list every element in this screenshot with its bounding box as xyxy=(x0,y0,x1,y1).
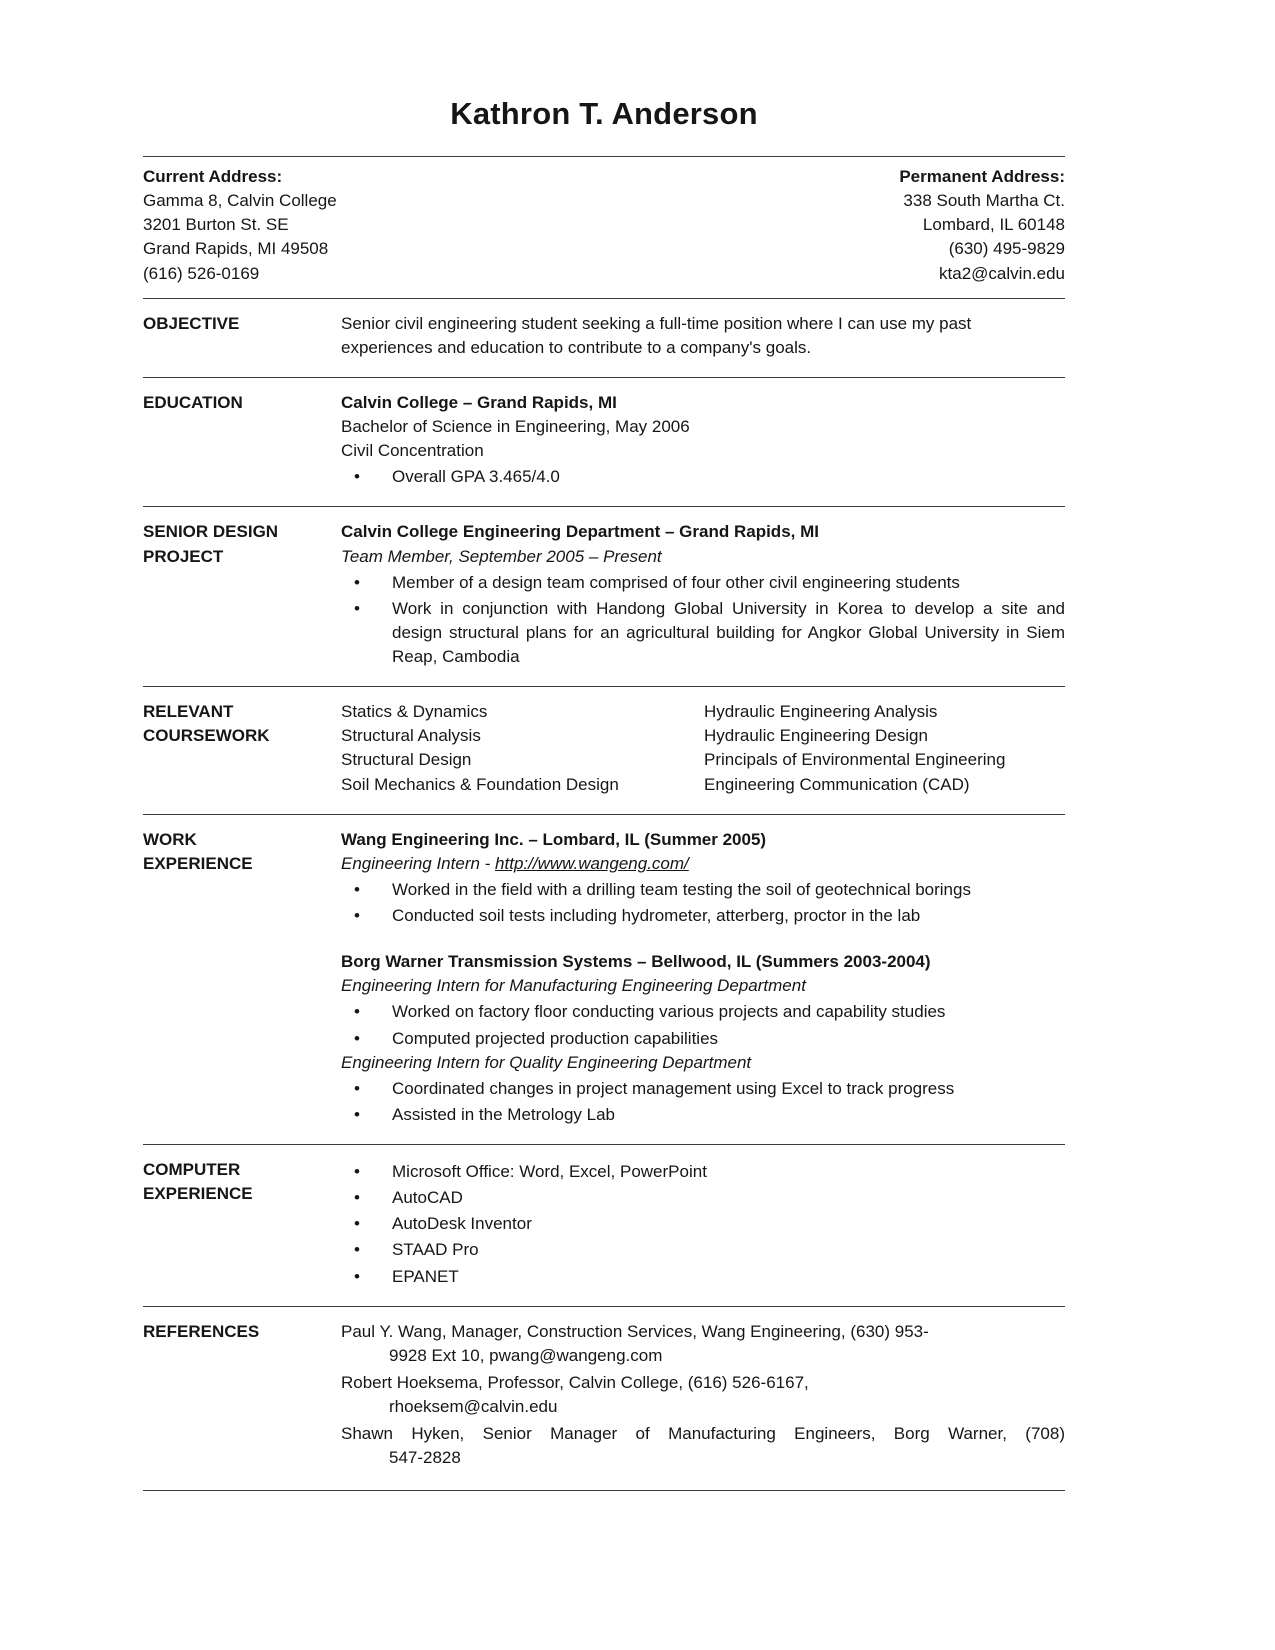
job-bullet-text: Worked on factory floor conducting various projects and capability studies xyxy=(392,1002,946,1022)
current-address-line: 3201 Burton St. SE xyxy=(143,215,289,235)
divider-bottom xyxy=(143,1490,1065,1491)
objective-content xyxy=(341,312,1065,360)
reference-item xyxy=(341,1422,1065,1470)
job-title: Borg Warner Transmission Systems – Bellwood, IL (Summers 2003-2004) xyxy=(341,952,931,972)
references-content xyxy=(341,1320,1065,1474)
course-item: Hydraulic Engineering Design xyxy=(704,726,928,746)
list-item xyxy=(341,1186,1065,1210)
section-label-coursework xyxy=(143,700,341,797)
education-school: Calvin College – Grand Rapids, MI xyxy=(341,392,617,412)
senior-design-content xyxy=(341,520,1065,669)
list-item xyxy=(341,1265,1065,1289)
computer-content xyxy=(341,1158,1065,1289)
list-item xyxy=(341,878,1065,902)
bullet-icon: • xyxy=(354,1214,360,1234)
bullet-icon: • xyxy=(354,1188,360,1208)
permanent-address xyxy=(899,165,1065,286)
senior-design-role: Team Member, September 2005 – Present xyxy=(341,546,662,566)
section-label-objective xyxy=(143,312,341,360)
section-senior-design-project xyxy=(143,507,1065,686)
course-item: Hydraulic Engineering Analysis xyxy=(704,702,938,722)
list-item xyxy=(341,597,1065,669)
job-role: Engineering Intern for Manufacturing Engineering Department xyxy=(341,976,806,996)
senior-design-bullet-text: Work in conjunction with Handong Global University in Korea to develop a site and design structural plans for an agricultural building for Angkor Global University in Siem Reap, Cambodia xyxy=(392,598,1065,667)
section-label-work xyxy=(143,828,341,1127)
bullet-icon: • xyxy=(354,1028,360,1048)
section-work-experience xyxy=(143,815,1065,1144)
course-item: Statics & Dynamics xyxy=(341,702,488,722)
reference-item xyxy=(341,1371,1065,1419)
list-item xyxy=(341,465,1065,489)
section-label-text: COURSEWORK xyxy=(143,726,270,746)
address-block xyxy=(143,157,1065,298)
permanent-address-line: (630) 495-9829 xyxy=(948,239,1065,259)
bullet-icon: • xyxy=(354,572,360,592)
job-role: Engineering Intern - xyxy=(341,853,496,873)
computer-bullet-text: Microsoft Office: Word, Excel, PowerPoint xyxy=(392,1162,707,1182)
bullet-icon: • xyxy=(354,1240,360,1260)
section-references xyxy=(143,1307,1065,1491)
section-label-education xyxy=(143,391,341,490)
section-label-text: EXPERIENCE xyxy=(143,1184,253,1204)
course-item: Principals of Environmental Engineering xyxy=(704,750,1006,770)
job-role: Engineering Intern for Quality Engineering Department xyxy=(341,1052,752,1072)
education-degree: Bachelor of Science in Engineering, May 2006 xyxy=(341,417,690,437)
objective-text: Senior civil engineering student seeking a full-time position where I can use my past experiences and education to contribute to a company's goals. xyxy=(341,313,972,357)
education-bullet-text: Overall GPA 3.465/4.0 xyxy=(392,467,560,487)
permanent-address-line: 338 South Martha Ct. xyxy=(903,191,1065,211)
bullet-icon: • xyxy=(354,1266,360,1286)
course-item: Engineering Communication (CAD) xyxy=(704,774,970,794)
section-label-text: RELEVANT xyxy=(143,702,234,722)
education-content xyxy=(341,391,1065,490)
course-item: Soil Mechanics & Foundation Design xyxy=(341,774,619,794)
reference-line: rhoeksem@calvin.edu xyxy=(389,1397,558,1417)
list-item xyxy=(341,1027,1065,1051)
education-concentration: Civil Concentration xyxy=(341,441,484,461)
section-label-text: COMPUTER xyxy=(143,1160,241,1180)
section-label-text: PROJECT xyxy=(143,546,224,566)
list-item xyxy=(341,1160,1065,1184)
section-label-text: EXPERIENCE xyxy=(143,853,253,873)
job-wang-engineering xyxy=(341,828,1065,929)
bullet-icon: • xyxy=(354,1104,360,1124)
reference-line: Paul Y. Wang, Manager, Construction Services, Wang Engineering, (630) 953- xyxy=(341,1321,929,1341)
bullet-icon: • xyxy=(354,1002,360,1022)
section-label-text: OBJECTIVE xyxy=(143,313,240,333)
computer-bullet-text: AutoDesk Inventor xyxy=(392,1214,532,1234)
reference-line: 547-2828 xyxy=(389,1448,461,1468)
computer-bullet-text: STAAD Pro xyxy=(392,1240,479,1260)
list-item xyxy=(341,1212,1065,1236)
coursework-content xyxy=(341,700,1065,797)
job-title: Wang Engineering Inc. – Lombard, IL (Summer 2005) xyxy=(341,829,767,849)
computer-bullet-text: EPANET xyxy=(392,1266,459,1286)
bullet-icon: • xyxy=(354,467,360,487)
permanent-address-line: kta2@calvin.edu xyxy=(939,263,1065,283)
wangeng-link[interactable]: http://www.wangeng.com/ xyxy=(495,853,689,873)
coursework-column-left xyxy=(341,700,704,797)
section-label-computer xyxy=(143,1158,341,1289)
current-address xyxy=(143,165,337,286)
bullet-icon: • xyxy=(354,598,360,618)
current-address-line: (616) 526-0169 xyxy=(143,263,260,283)
current-address-line: Grand Rapids, MI 49508 xyxy=(143,239,329,259)
reference-line: Robert Hoeksema, Professor, Calvin College, (616) 526-6167, xyxy=(341,1372,809,1392)
section-label-text: WORK xyxy=(143,829,197,849)
current-address-label: Current Address: xyxy=(143,167,283,187)
section-label-text: EDUCATION xyxy=(143,392,243,412)
permanent-address-label: Permanent Address: xyxy=(899,167,1065,187)
reference-line: Shawn Hyken, Senior Manager of Manufacturing Engineers, Borg Warner, (708) xyxy=(341,1424,1065,1444)
course-item: Structural Analysis xyxy=(341,726,481,746)
senior-design-org: Calvin College Engineering Department – Grand Rapids, MI xyxy=(341,522,819,542)
coursework-columns xyxy=(341,700,1065,797)
bullet-icon: • xyxy=(354,1078,360,1098)
section-label-text: REFERENCES xyxy=(143,1321,260,1341)
job-bullet-text: Computed projected production capabilities xyxy=(392,1028,719,1048)
section-label-text: SENIOR DESIGN xyxy=(143,522,279,542)
coursework-column-right xyxy=(704,700,1065,797)
job-bullet-text: Coordinated changes in project management using Excel to track progress xyxy=(392,1078,955,1098)
section-computer-experience xyxy=(143,1145,1065,1306)
section-relevant-coursework xyxy=(143,687,1065,814)
section-label-senior-design xyxy=(143,520,341,669)
senior-design-bullet-text: Member of a design team comprised of four other civil engineering students xyxy=(392,572,960,592)
computer-bullet-text: AutoCAD xyxy=(392,1188,463,1208)
bullet-icon: • xyxy=(354,906,360,926)
list-item xyxy=(341,1000,1065,1024)
job-bullet-text: Conducted soil tests including hydrometer, atterberg, proctor in the lab xyxy=(392,906,921,926)
list-item xyxy=(341,904,1065,928)
job-role-line xyxy=(341,852,1065,876)
list-item xyxy=(341,1103,1065,1127)
section-objective xyxy=(143,299,1065,377)
permanent-address-line: Lombard, IL 60148 xyxy=(922,215,1065,235)
list-item xyxy=(341,571,1065,595)
section-education xyxy=(143,378,1065,507)
section-label-references xyxy=(143,1320,341,1474)
reference-item xyxy=(341,1320,1065,1368)
job-borg-warner xyxy=(341,950,1065,1127)
job-bullet-text: Assisted in the Metrology Lab xyxy=(392,1104,616,1124)
job-bullet-text: Worked in the field with a drilling team testing the soil of geotechnical borings xyxy=(392,879,971,899)
bullet-icon: • xyxy=(354,1162,360,1182)
list-item xyxy=(341,1077,1065,1101)
reference-line: 9928 Ext 10, pwang@wangeng.com xyxy=(389,1345,663,1365)
course-item: Structural Design xyxy=(341,750,472,770)
current-address-line: Gamma 8, Calvin College xyxy=(143,191,337,211)
list-item xyxy=(341,1238,1065,1262)
page-title: Kathron T. Anderson xyxy=(450,96,758,131)
work-content xyxy=(341,828,1065,1127)
bullet-icon: • xyxy=(354,879,360,899)
